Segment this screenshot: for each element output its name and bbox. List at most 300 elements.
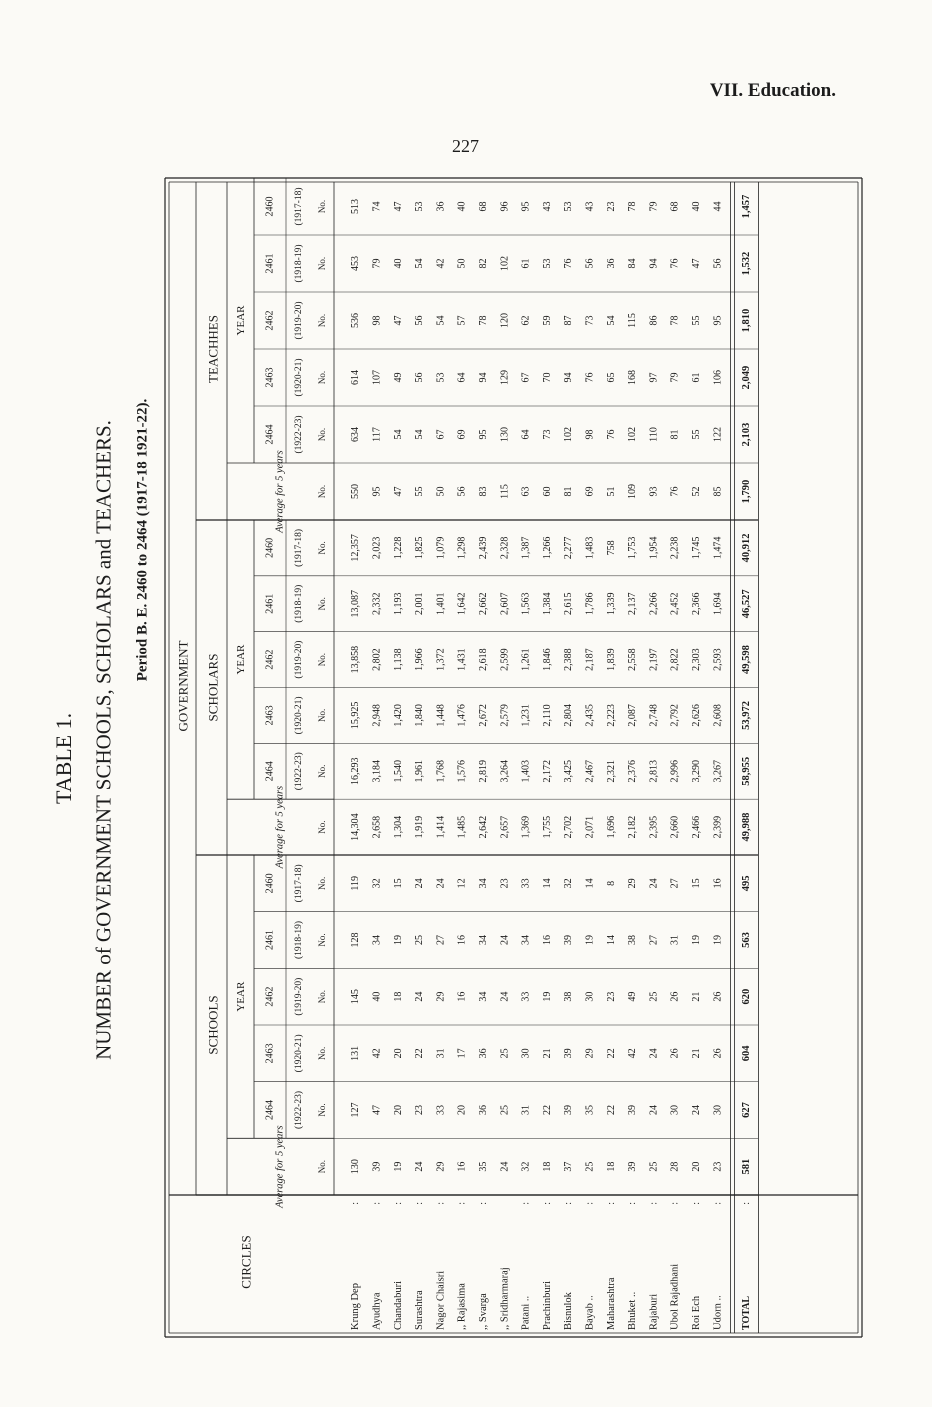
data-cell: 70 [541, 372, 553, 383]
leader-dots: : [350, 1202, 362, 1205]
data-cell: 25 [584, 1161, 596, 1172]
data-cell: 15 [392, 878, 404, 889]
data-cell: 42 [371, 1048, 383, 1059]
data-cell: 24 [648, 1048, 660, 1059]
data-cell: 1,563 [520, 592, 532, 615]
data-cell: 59 [541, 315, 553, 326]
data-cell: 19 [392, 1161, 404, 1172]
data-cell: 93 [648, 486, 660, 497]
data-cell: 2,366 [690, 592, 702, 615]
data-cell: 14 [605, 935, 617, 945]
data-cell: 53 [414, 201, 426, 212]
data-cell: 13,087 [350, 590, 362, 618]
data-cell: 2,658 [371, 815, 383, 839]
data-cell: 76 [563, 258, 575, 269]
data-cell: 38 [563, 991, 575, 1002]
circles-header: CIRCLES [238, 1235, 254, 1289]
data-cell: 1,266 [541, 536, 553, 560]
table-label: TABLE 1. [51, 712, 76, 804]
data-cell: 1,401 [435, 592, 447, 615]
data-cell: 1,387 [520, 536, 532, 560]
page-number: 227 [452, 136, 479, 156]
data-cell: 131 [350, 1045, 362, 1061]
data-cell: 19 [712, 935, 724, 945]
data-cell: 130 [350, 1159, 362, 1175]
no-label: No. [317, 652, 327, 667]
data-cell: 115 [627, 313, 639, 328]
year-ad-label: (1917-18) [294, 528, 304, 567]
no-label: No. [317, 313, 327, 328]
data-cell: 56 [456, 486, 468, 497]
data-cell: 2,197 [648, 648, 660, 671]
data-cell: 145 [350, 989, 362, 1005]
data-cell: 2,660 [669, 815, 681, 839]
data-cell: 1,384 [541, 592, 553, 615]
data-cell: 2,802 [371, 648, 383, 671]
data-cell: 1,261 [520, 648, 532, 671]
data-cell: 1,846 [541, 648, 553, 671]
total-cell: 604 [740, 1045, 752, 1062]
no-label: No. [317, 541, 327, 555]
data-cell: 34 [520, 935, 532, 945]
data-cell: 8 [605, 880, 617, 886]
leader-dots: : [669, 1202, 681, 1205]
data-cell: 120 [499, 313, 511, 328]
data-cell: 1,576 [456, 760, 468, 783]
no-label: No. [317, 708, 327, 723]
data-cell: 33 [435, 1105, 447, 1115]
data-cell: 614 [350, 370, 362, 385]
data-cell: 29 [435, 1161, 447, 1172]
circle-name: ,, Sridharmaraj [499, 1267, 511, 1330]
data-cell: 73 [584, 315, 596, 326]
year-ad-label: (1919-20) [294, 301, 304, 340]
data-cell: 23 [414, 1105, 426, 1115]
data-cell: 36 [605, 258, 617, 269]
year-ad-label: (1917-18) [294, 187, 304, 226]
data-cell: 95 [371, 486, 383, 497]
data-cell: 127 [350, 1102, 362, 1118]
average-header: Average for 5 years [274, 450, 286, 533]
data-cell: 24 [414, 878, 426, 889]
data-cell: 47 [690, 258, 702, 269]
data-cell: 44 [712, 201, 724, 212]
data-cell: 1,193 [392, 592, 404, 615]
no-label: No. [317, 764, 327, 778]
leader-dots: : [392, 1202, 404, 1205]
data-cell: 102 [499, 256, 511, 271]
data-cell: 33 [520, 878, 532, 889]
data-cell: 56 [414, 315, 426, 326]
data-cell: 1,840 [414, 704, 426, 727]
leader-dots: : [456, 1202, 468, 1205]
data-cell: 1,825 [414, 536, 426, 560]
data-cell: 53 [563, 201, 575, 212]
total-cell: 2,103 [740, 422, 752, 447]
year-header: YEAR [235, 644, 247, 675]
data-cell: 1,839 [605, 648, 617, 671]
data-cell: 76 [584, 372, 596, 383]
data-cell: 69 [584, 486, 596, 497]
data-cell: 23 [605, 201, 617, 212]
data-cell: 35 [584, 1105, 596, 1115]
data-cell: 16 [456, 1161, 468, 1172]
data-cell: 24 [690, 1105, 702, 1115]
data-cell: 78 [669, 315, 681, 326]
data-cell: 16 [712, 878, 724, 889]
data-cell: 67 [520, 372, 532, 383]
circle-name: Rajaburi [648, 1293, 660, 1330]
year-be-label: 2463 [264, 367, 276, 388]
data-cell: 43 [584, 201, 596, 212]
total-cell: 40,912 [740, 533, 752, 563]
data-cell: 15 [690, 878, 702, 889]
data-cell: 30 [520, 1048, 532, 1059]
no-label: No. [317, 370, 327, 385]
data-cell: 34 [371, 935, 383, 945]
data-cell: 2,948 [371, 704, 383, 727]
data-cell: 81 [669, 429, 681, 440]
no-label: No. [317, 876, 327, 890]
data-cell: 94 [648, 258, 660, 269]
data-cell: 23 [605, 991, 617, 1002]
circle-name: Nagor Chaisri [435, 1270, 447, 1330]
data-cell: 168 [627, 370, 639, 385]
year-header: YEAR [235, 305, 247, 336]
data-cell: 25 [499, 1105, 511, 1115]
data-cell: 1,786 [584, 592, 596, 615]
data-cell: 14,304 [350, 813, 362, 841]
year-ad-label: (1918-19) [294, 244, 304, 283]
year-be-label: 2462 [264, 310, 276, 331]
data-cell: 25 [499, 1048, 511, 1059]
data-cell: 19 [392, 935, 404, 945]
data-cell: 1,694 [712, 592, 724, 615]
data-cell: 39 [371, 1161, 383, 1172]
data-cell: 117 [371, 427, 383, 442]
total-cell: 1,457 [740, 194, 752, 219]
data-cell: 69 [456, 429, 468, 440]
circle-name: Maharashtra [605, 1277, 617, 1330]
data-cell: 36 [477, 1105, 489, 1115]
data-cell: 55 [690, 315, 702, 326]
data-cell: 2,672 [477, 704, 489, 727]
data-cell: 40 [690, 201, 702, 212]
leader-dots: : [435, 1202, 447, 1205]
data-cell: 34 [477, 878, 489, 889]
data-cell: 3,264 [499, 760, 511, 783]
year-be-label: 2460 [264, 537, 276, 558]
data-cell: 1,414 [435, 815, 447, 839]
year-ad-label: (1922-23) [294, 1091, 304, 1129]
data-cell: 49 [392, 372, 404, 383]
data-cell: 19 [690, 935, 702, 945]
data-cell: 31 [669, 935, 681, 945]
data-cell: 18 [541, 1161, 553, 1172]
data-cell: 1,339 [605, 592, 617, 615]
data-cell: 47 [392, 486, 404, 497]
data-cell: 2,399 [712, 815, 724, 839]
data-cell: 22 [605, 1105, 617, 1115]
no-label: No. [317, 597, 327, 611]
circle-name: Ubol Rajadhani [669, 1263, 681, 1330]
year-be-label: 2464 [264, 761, 276, 782]
year-be-label: 2460 [264, 196, 276, 217]
data-cell: 102 [563, 427, 575, 442]
data-cell: 1,755 [541, 815, 553, 839]
data-cell: 98 [584, 429, 596, 440]
data-cell: 50 [435, 486, 447, 497]
data-cell: 26 [712, 991, 724, 1002]
data-cell: 16,293 [350, 757, 362, 785]
data-cell: 39 [563, 935, 575, 945]
data-cell: 79 [669, 372, 681, 383]
data-cell: 34 [477, 935, 489, 945]
data-cell: 26 [669, 1048, 681, 1059]
data-cell: 2,702 [563, 815, 575, 839]
data-cell: 19 [584, 935, 596, 945]
data-cell: 2,001 [414, 592, 426, 615]
data-cell: 87 [563, 315, 575, 326]
year-be-label: 2461 [264, 930, 276, 950]
data-cell: 67 [435, 429, 447, 440]
circle-name: Chandaburi [392, 1281, 404, 1330]
data-cell: 1,483 [584, 536, 596, 560]
data-cell: 54 [414, 258, 426, 269]
data-cell: 24 [499, 935, 511, 945]
leader-dots: : [477, 1202, 489, 1205]
data-cell: 1,696 [605, 815, 617, 839]
data-cell: 2,238 [669, 536, 681, 560]
data-cell: 78 [627, 201, 639, 212]
data-cell: 1,431 [456, 648, 468, 671]
data-cell: 550 [350, 484, 362, 499]
data-cell: 85 [712, 486, 724, 497]
data-cell: 536 [350, 313, 362, 328]
no-label: No. [317, 820, 327, 834]
data-cell: 24 [499, 991, 511, 1002]
data-cell: 49 [627, 991, 639, 1002]
data-cell: 1,304 [392, 815, 404, 839]
total-cell: 581 [740, 1158, 752, 1175]
data-cell: 17 [456, 1048, 468, 1059]
data-cell: 2,626 [690, 704, 702, 727]
data-cell: 110 [648, 427, 660, 442]
year-be-label: 2461 [264, 593, 276, 614]
leader-dots: : [414, 1202, 426, 1205]
data-cell: 102 [627, 427, 639, 442]
period-subtitle: Period B. E. 2460 to 2464 (1917-18 1921-22). [134, 398, 151, 682]
data-cell: 1,540 [392, 760, 404, 783]
circle-name: Roi Ech [690, 1295, 702, 1330]
data-cell: 2,467 [584, 760, 596, 783]
data-cell: 22 [605, 1048, 617, 1059]
data-cell: 2,822 [669, 648, 681, 671]
year-ad-label: (1920-21) [294, 696, 304, 735]
no-label: No. [317, 199, 327, 214]
data-cell: 54 [435, 315, 447, 326]
data-cell: 2,996 [669, 760, 681, 783]
data-cell: 24 [414, 1161, 426, 1172]
data-cell: 53 [435, 372, 447, 383]
data-cell: 2,071 [584, 815, 596, 839]
data-cell: 55 [414, 486, 426, 497]
data-cell: 2,642 [477, 815, 489, 839]
data-cell: 39 [627, 1161, 639, 1172]
no-label: No. [317, 1103, 327, 1117]
data-cell: 115 [499, 484, 511, 499]
total-cell: 563 [740, 932, 752, 948]
data-cell: 2,813 [648, 760, 660, 783]
year-be-label: 2464 [264, 1100, 276, 1120]
data-cell: 95 [712, 315, 724, 326]
data-cell: 38 [627, 935, 639, 945]
data-cell: 2,435 [584, 704, 596, 727]
data-cell: 1,228 [392, 536, 404, 560]
data-cell: 2,439 [477, 536, 489, 560]
data-cell: 61 [690, 372, 702, 383]
group-header: TEACHHES [205, 315, 221, 383]
data-cell: 27 [648, 935, 660, 945]
data-cell: 76 [669, 486, 681, 497]
data-cell: 16 [541, 935, 553, 945]
leader-dots: : [563, 1202, 575, 1205]
no-label: No. [317, 990, 327, 1004]
data-cell: 32 [563, 878, 575, 889]
no-label: No. [317, 933, 327, 947]
data-cell: 1,448 [435, 704, 447, 727]
year-header: YEAR [235, 981, 247, 1012]
no-label: No. [317, 427, 327, 442]
year-be-label: 2461 [264, 253, 276, 274]
data-cell: 2,110 [541, 704, 553, 727]
data-cell: 30 [584, 991, 596, 1002]
total-cell: 53,972 [740, 700, 752, 730]
total-cell: 627 [740, 1102, 752, 1118]
data-cell: 34 [477, 991, 489, 1002]
data-cell: 54 [414, 429, 426, 440]
data-cell: 21 [541, 1048, 553, 1059]
government-header: GOVERNMENT [175, 640, 191, 732]
data-cell: 83 [477, 486, 489, 497]
leader-dots: : [712, 1202, 724, 1205]
year-ad-label: (1922-23) [294, 415, 304, 454]
data-cell: 68 [477, 201, 489, 212]
circle-name: ,, Svarga [477, 1293, 489, 1330]
data-cell: 81 [563, 486, 575, 497]
data-cell: 1,298 [456, 536, 468, 560]
data-cell: 2,599 [499, 648, 511, 671]
data-cell: 52 [690, 486, 702, 497]
year-be-label: 2463 [264, 1043, 276, 1064]
total-cell: 58,955 [740, 756, 752, 786]
data-cell: 2,607 [499, 592, 511, 615]
data-cell: 2,792 [669, 704, 681, 727]
data-cell: 40 [371, 991, 383, 1002]
data-cell: 18 [605, 1161, 617, 1172]
circle-name: Krung Dep [350, 1283, 362, 1330]
data-cell: 28 [669, 1161, 681, 1172]
data-cell: 13,858 [350, 645, 362, 674]
data-cell: 1,476 [456, 704, 468, 727]
data-cell: 32 [371, 878, 383, 889]
data-cell: 55 [690, 429, 702, 440]
data-cell: 2,579 [499, 704, 511, 727]
data-cell: 57 [456, 315, 468, 326]
data-cell: 76 [605, 429, 617, 440]
data-cell: 56 [712, 258, 724, 269]
data-cell: 24 [648, 878, 660, 889]
data-cell: 15,925 [350, 701, 362, 730]
data-cell: 82 [477, 258, 489, 269]
data-cell: 79 [648, 201, 660, 212]
data-cell: 64 [520, 429, 532, 440]
data-cell: 62 [520, 315, 532, 326]
data-cell: 109 [627, 484, 639, 499]
data-cell: 2,466 [690, 815, 702, 839]
leader-dots: : [648, 1202, 660, 1205]
circle-name: Udorn .. [712, 1295, 724, 1330]
running-head: VII. Education. [709, 80, 836, 101]
data-cell: 18 [392, 991, 404, 1002]
data-cell: 36 [477, 1048, 489, 1059]
data-cell: 53 [541, 258, 553, 269]
data-cell: 2,172 [541, 760, 553, 783]
data-cell: 39 [563, 1048, 575, 1059]
data-cell: 2,137 [627, 592, 639, 615]
year-be-label: 2463 [264, 705, 276, 726]
data-cell: 29 [584, 1048, 596, 1059]
data-cell: 2,332 [371, 592, 383, 615]
data-cell: 24 [414, 991, 426, 1002]
data-cell: 25 [648, 991, 660, 1002]
data-cell: 3,290 [690, 760, 702, 783]
data-cell: 3,184 [371, 760, 383, 783]
data-cell: 1,961 [414, 760, 426, 783]
circle-name: Bayab .. [584, 1295, 596, 1330]
data-cell: 95 [477, 429, 489, 440]
data-cell: 84 [627, 258, 639, 269]
circle-name: Bisnulok [563, 1292, 575, 1330]
data-cell: 39 [627, 1105, 639, 1115]
data-cell: 76 [669, 258, 681, 269]
data-cell: 27 [669, 878, 681, 889]
data-cell: 54 [605, 315, 617, 326]
data-cell: 98 [371, 315, 383, 326]
data-cell: 16 [456, 991, 468, 1002]
data-cell: 128 [350, 932, 362, 948]
data-cell: 2,662 [477, 592, 489, 615]
data-cell: 35 [477, 1161, 489, 1172]
data-cell: 2,819 [477, 760, 489, 783]
leader-dots: : [740, 1202, 752, 1205]
data-cell: 26 [712, 1048, 724, 1059]
data-cell: 1,919 [414, 815, 426, 839]
data-cell: 50 [456, 258, 468, 269]
data-cell: 64 [456, 372, 468, 383]
data-cell: 33 [520, 991, 532, 1002]
data-cell: 29 [627, 878, 639, 889]
data-cell: 22 [414, 1048, 426, 1059]
leader-dots: : [627, 1202, 639, 1205]
data-cell: 2,804 [563, 704, 575, 727]
data-cell: 2,087 [627, 704, 639, 727]
data-cell: 39 [563, 1105, 575, 1115]
data-cell: 23 [712, 1161, 724, 1172]
data-cell: 73 [541, 429, 553, 440]
data-cell: 3,267 [712, 760, 724, 783]
leader-dots: : [605, 1202, 617, 1205]
